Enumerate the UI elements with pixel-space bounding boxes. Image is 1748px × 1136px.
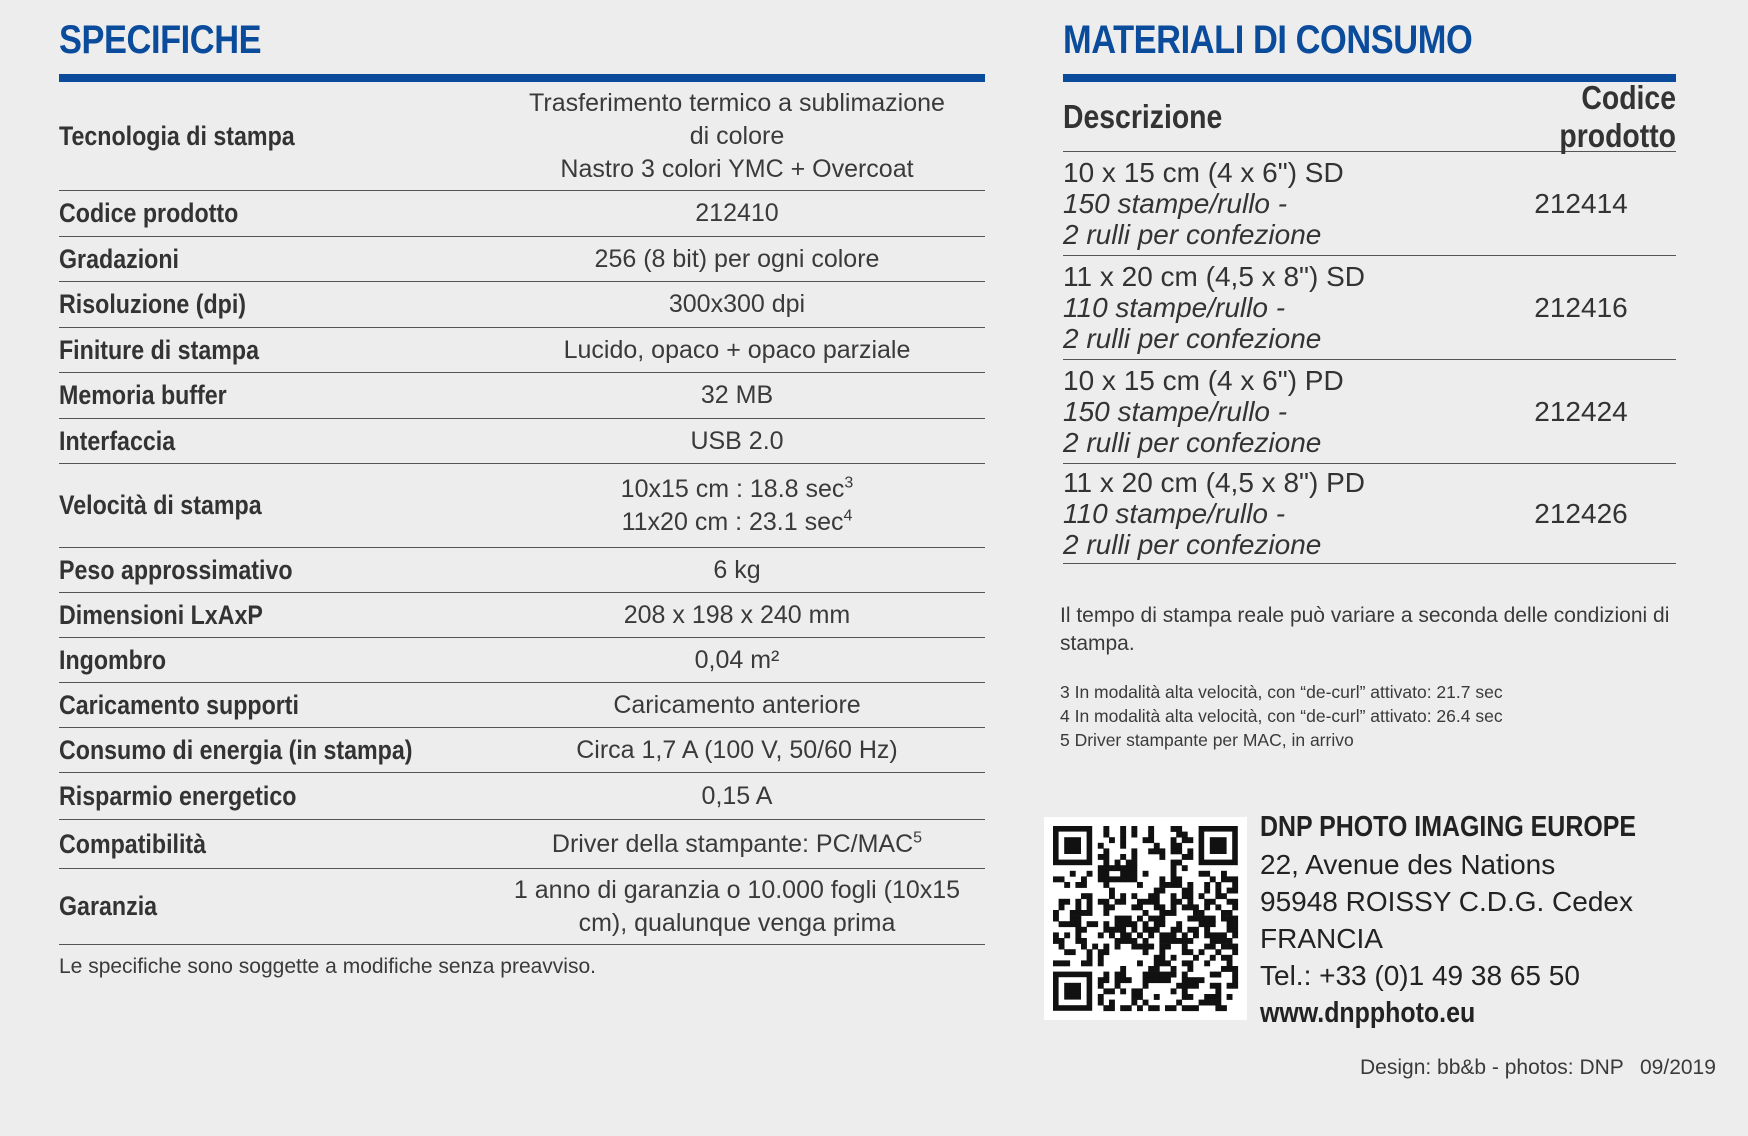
spec-row-garanzia	[59, 869, 985, 945]
footnote-ref: 3	[844, 474, 854, 492]
spec-value: 1 anno di garanzia o 10.000 fogli (10x15 cm), qualunque venga prima	[513, 875, 961, 937]
spec-value: USB 2.0	[690, 426, 784, 455]
qr-code-icon[interactable]	[1044, 817, 1247, 1020]
footnote: 3 In modalità alta velocità, con “de-curl” attivato: 21.7 sec	[1060, 682, 1503, 702]
spec-row-consumo	[59, 728, 985, 773]
specs-disclaimer: Le specifiche sono soggette a modifiche senza preavviso.	[59, 955, 596, 978]
specs-title: SPECIFICHE	[59, 18, 262, 62]
publication-date: 09/2019	[1640, 1056, 1716, 1079]
spec-label: Consumo di energia (in stampa)	[59, 734, 413, 765]
phone-number: Tel.: +33 (0)1 49 38 65 50	[1260, 960, 1580, 991]
spec-value: Trasferimento termico a sublimazione di colore Nastro 3 colori YMC + Overcoat	[529, 88, 945, 183]
spec-label: Peso approssimativo	[59, 554, 293, 585]
company-name: DNP PHOTO IMAGING EUROPE	[1260, 811, 1637, 843]
material-code: 212424	[1534, 395, 1628, 427]
material-description: 11 x 20 cm (4,5 x 8") PD 110 stampe/rullo - 2 rulli per confezione	[1063, 467, 1365, 560]
materials-row	[1063, 360, 1676, 464]
spec-value: Caricamento anteriore	[613, 690, 861, 719]
spec-row-codice	[59, 191, 985, 237]
specs-title-rule	[59, 74, 985, 82]
address-country: FRANCIA	[1260, 923, 1383, 954]
material-description: 10 x 15 cm (4 x 6") PD 150 stampe/rullo - 2 rulli per confezione	[1063, 365, 1344, 458]
design-credits: Design: bb&b - photos: DNP	[1360, 1056, 1624, 1079]
spec-label: Interfaccia	[59, 425, 176, 456]
spec-label: Risparmio energetico	[59, 780, 297, 811]
spec-value: Lucido, opaco + opaco parziale	[563, 335, 911, 364]
spec-label: Tecnologia di stampa	[59, 120, 295, 151]
material-description: 10 x 15 cm (4 x 6") SD 150 stampe/rullo - 2 rulli per confezione	[1063, 157, 1344, 250]
spec-value: Driver della stampante: PC/MAC$^5$	[551, 829, 923, 858]
footnote-ref: 4	[843, 507, 853, 525]
spec-label: Velocità di stampa	[59, 490, 262, 520]
spec-value: 256 (8 bit) per ogni colore	[594, 244, 880, 273]
spec-label: Codice prodotto	[59, 198, 239, 228]
spec-value: 0,15 A	[701, 781, 773, 810]
spec-label: Risoluzione (dpi)	[59, 289, 247, 319]
specs-table	[59, 82, 985, 945]
spec-value: Circa 1,7 A (100 V, 50/60 Hz)	[576, 735, 898, 764]
spec-row-gradazioni	[59, 237, 985, 282]
material-description: 11 x 20 cm (4,5 x 8") SD 110 stampe/rullo - 2 rulli per confezione	[1063, 261, 1365, 354]
spec-label: Garanzia	[59, 891, 158, 921]
spec-row-compatibilita	[59, 820, 985, 869]
print-time-note: Il tempo di stampa reale può variare a seconda delle condizioni di stampa.	[1060, 604, 1670, 655]
spec-label: Dimensioni LxAxP	[59, 599, 263, 630]
address-city: 95948 ROISSY C.D.G. Cedex	[1260, 886, 1633, 917]
spec-row-memoria	[59, 373, 985, 419]
spec-row-peso	[59, 548, 985, 593]
spec-label: Compatibilità	[59, 828, 207, 859]
spec-value: 32 MB	[700, 381, 774, 409]
spec-row-dimensioni	[59, 593, 985, 638]
spec-row-velocita	[59, 464, 985, 548]
footnote: 4 In modalità alta velocità, con “de-curl” attivato: 26.4 sec	[1060, 706, 1503, 726]
column-header-code: Codice prodotto	[1559, 78, 1676, 154]
spec-value: 0,04 m²	[694, 645, 780, 674]
materials-row	[1063, 256, 1676, 360]
material-code: 212416	[1534, 291, 1628, 323]
address-street: 22, Avenue des Nations	[1260, 849, 1556, 880]
spec-value: 300x300 dpi	[668, 290, 806, 318]
materials-title: MATERIALI DI CONSUMO	[1063, 18, 1473, 62]
spec-label: Caricamento supporti	[59, 689, 299, 720]
spec-row-tecnologia	[59, 82, 985, 191]
spec-row-caricamento	[59, 683, 985, 728]
materials-header-row	[1063, 78, 1676, 154]
spec-value: 6 kg	[713, 555, 761, 584]
spec-value: 212410	[695, 199, 779, 227]
material-code: 212414	[1534, 187, 1628, 219]
website-link[interactable]: www.dnpphoto.eu	[1260, 997, 1476, 1029]
contact-block	[1260, 808, 1697, 1032]
materials-row	[1063, 152, 1676, 256]
spec-value: 10x15 cm : 18.8 $\sec^3$ 11x20 cm : 23.1 $\sec^4$	[620, 474, 854, 536]
spec-label: Ingombro	[59, 644, 167, 675]
footnote: 5 Driver stampante per MAC, in arrivo	[1060, 730, 1354, 750]
spec-label: Gradazioni	[59, 243, 179, 274]
footnote-ref: 5	[913, 829, 923, 847]
material-code: 212426	[1534, 497, 1628, 529]
spec-value: 208 x 198 x 240 mm	[623, 600, 851, 629]
spec-label: Memoria buffer	[59, 380, 227, 410]
materials-table	[1063, 78, 1676, 564]
spec-row-ingombro	[59, 638, 985, 683]
column-header-description: Descrizione	[1063, 97, 1223, 135]
materials-row	[1063, 464, 1676, 564]
spec-label: Finiture di stampa	[59, 334, 259, 365]
footnotes-list	[1060, 680, 1503, 752]
spec-row-risparmio	[59, 773, 985, 820]
spec-row-finiture	[59, 328, 985, 373]
spec-row-risoluzione	[59, 282, 985, 328]
spec-row-interfaccia	[59, 419, 985, 464]
